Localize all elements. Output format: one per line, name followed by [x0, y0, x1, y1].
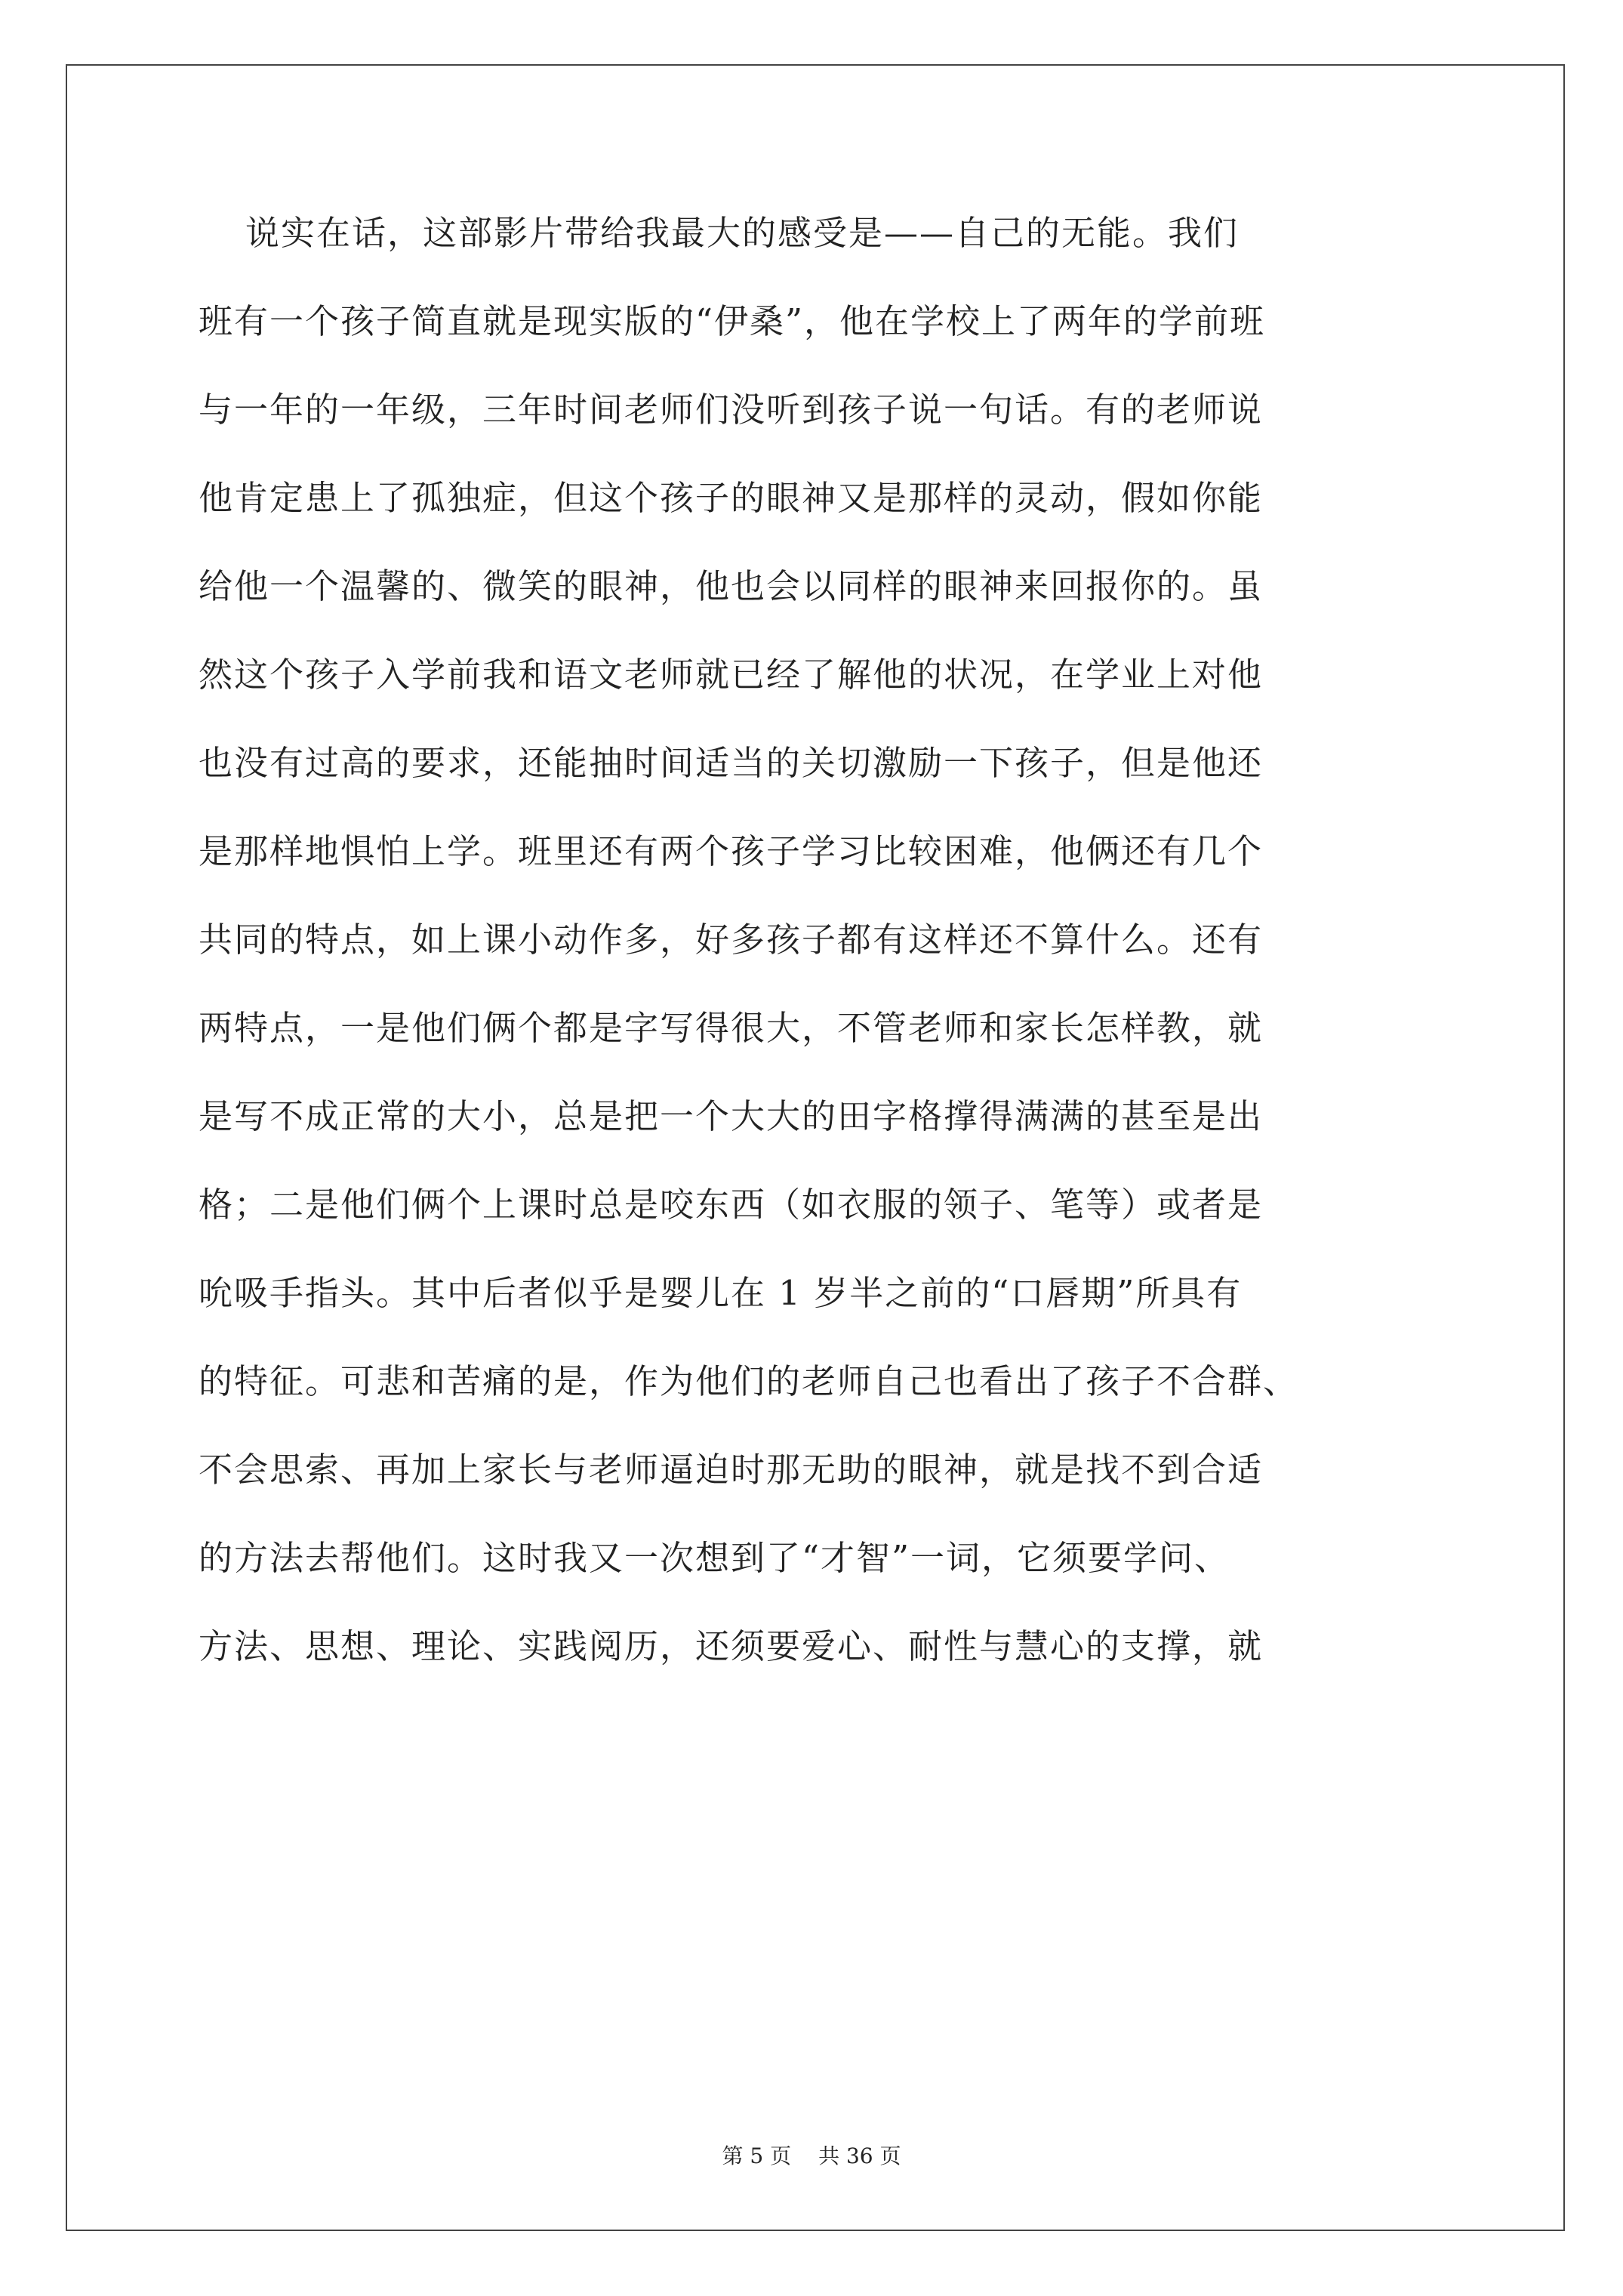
text-line: 吮吸手指头。其中后者似乎是婴儿在 1 岁半之前的“口唇期”所具有	[199, 1273, 1243, 1313]
text-line: 的方法去帮他们。这时我又一次想到了“才智”一词，它须要学问、	[199, 1538, 1230, 1578]
text-line: 两特点，一是他们俩个都是字写得很大，不管老师和家长怎样教，就	[199, 1008, 1264, 1048]
text-line: 班有一个孩子简直就是现实版的“伊桑”，他在学校上了两年的学前班	[199, 301, 1266, 341]
text-line: 也没有过高的要求，还能抽时间适当的关切激励一下孩子，但是他还	[199, 743, 1264, 783]
text-line: 然这个孩子入学前我和语文老师就已经了解他的状况，在学业上对他	[199, 655, 1264, 695]
page-total: 共 36 页	[818, 2143, 901, 2168]
text-line: 给他一个温馨的、微笑的眼神，他也会以同样的眼神来回报你的。虽	[199, 566, 1264, 606]
text-line: 方法、思想、理论、实践阅历，还须要爱心、耐性与慧心的支撑，就	[199, 1626, 1264, 1666]
text-line: 说实在话，这部影片带给我最大的感受是——自己的无能。我们	[245, 213, 1240, 253]
text-line: 是写不成正常的大小，总是把一个大大的田字格撑得满满的甚至是出	[199, 1096, 1264, 1136]
page-footer	[0, 2144, 1623, 2168]
text-line: 是那样地惧怕上学。班里还有两个孩子学习比较困难，他俩还有几个	[199, 831, 1264, 871]
body-paragraph	[199, 213, 1437, 1718]
text-line: 共同的特点，如上课小动作多，好多孩子都有这样还不算什么。还有	[199, 920, 1264, 960]
text-line: 他肯定患上了孤独症，但这个孩子的眼神又是那样的灵动，假如你能	[199, 478, 1264, 518]
text-line: 的特征。可悲和苦痛的是，作为他们的老师自己也看出了孩子不合群、	[199, 1361, 1299, 1401]
text-line: 不会思索、再加上家长与老师逼迫时那无助的眼神，就是找不到合适	[199, 1450, 1264, 1490]
text-line: 与一年的一年级，三年时间老师们没听到孩子说一句话。有的老师说	[199, 390, 1264, 430]
text-line: 格；二是他们俩个上课时总是咬东西（如衣服的领子、笔等）或者是	[199, 1185, 1264, 1225]
page-number: 第 5 页	[722, 2143, 792, 2168]
